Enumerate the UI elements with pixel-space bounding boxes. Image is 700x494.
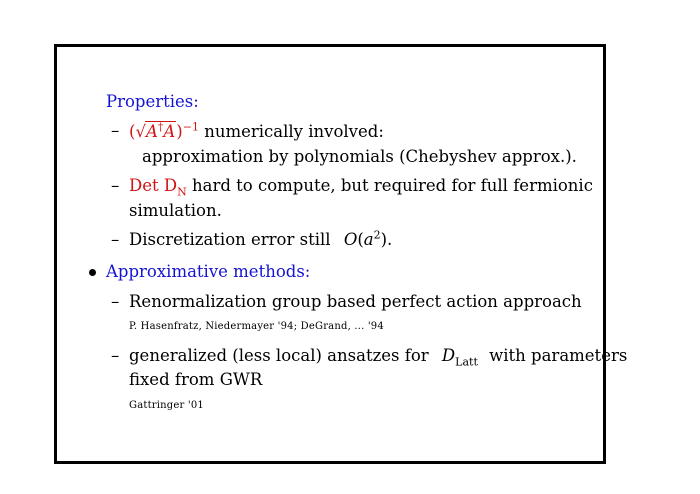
item2-line2: simulation. bbox=[129, 201, 222, 220]
item2-text: hard to compute, but required for full fermionic bbox=[191, 176, 593, 195]
bullet-dot bbox=[89, 269, 96, 276]
item1-text: numerically involved: bbox=[204, 122, 384, 141]
approx-heading: Approximative methods: bbox=[106, 262, 311, 281]
dash-3: – bbox=[111, 230, 120, 249]
dash-1: – bbox=[111, 121, 120, 140]
properties-heading: Properties: bbox=[106, 92, 199, 111]
item5-text2: with parameters bbox=[489, 346, 628, 365]
dash-4: – bbox=[111, 292, 120, 311]
d-latt-formula: $D_{Latt}$ bbox=[441, 346, 478, 369]
det-dn: Det $D_N$ bbox=[129, 176, 187, 199]
item4-ref: P. Hasenfratz, Niedermayer '94; DeGrand, ... '94 bbox=[129, 321, 384, 332]
item5-ref: Gattringer '01 bbox=[129, 400, 204, 411]
item3-line bbox=[129, 230, 392, 250]
dash-2: – bbox=[111, 176, 120, 195]
item2-line1 bbox=[129, 176, 593, 199]
item4-text: Renormalization group based perfect action approach bbox=[129, 292, 582, 311]
dash-5: – bbox=[111, 346, 120, 365]
item3-text: Discretization error still bbox=[129, 230, 331, 249]
inverse-sqrt-formula: $(√A^\dagger A)^{-1}$ bbox=[129, 120, 199, 141]
item1-line1 bbox=[129, 121, 384, 142]
item1-line2: approximation by polynomials (Chebyshev approx.). bbox=[142, 147, 577, 166]
item5-text: generalized (less local) ansatzes for bbox=[129, 346, 429, 365]
order-a2-formula: $O(a^2)$. bbox=[343, 228, 393, 249]
item5-line2: fixed from GWR bbox=[129, 370, 263, 389]
item5-line1 bbox=[129, 346, 628, 369]
